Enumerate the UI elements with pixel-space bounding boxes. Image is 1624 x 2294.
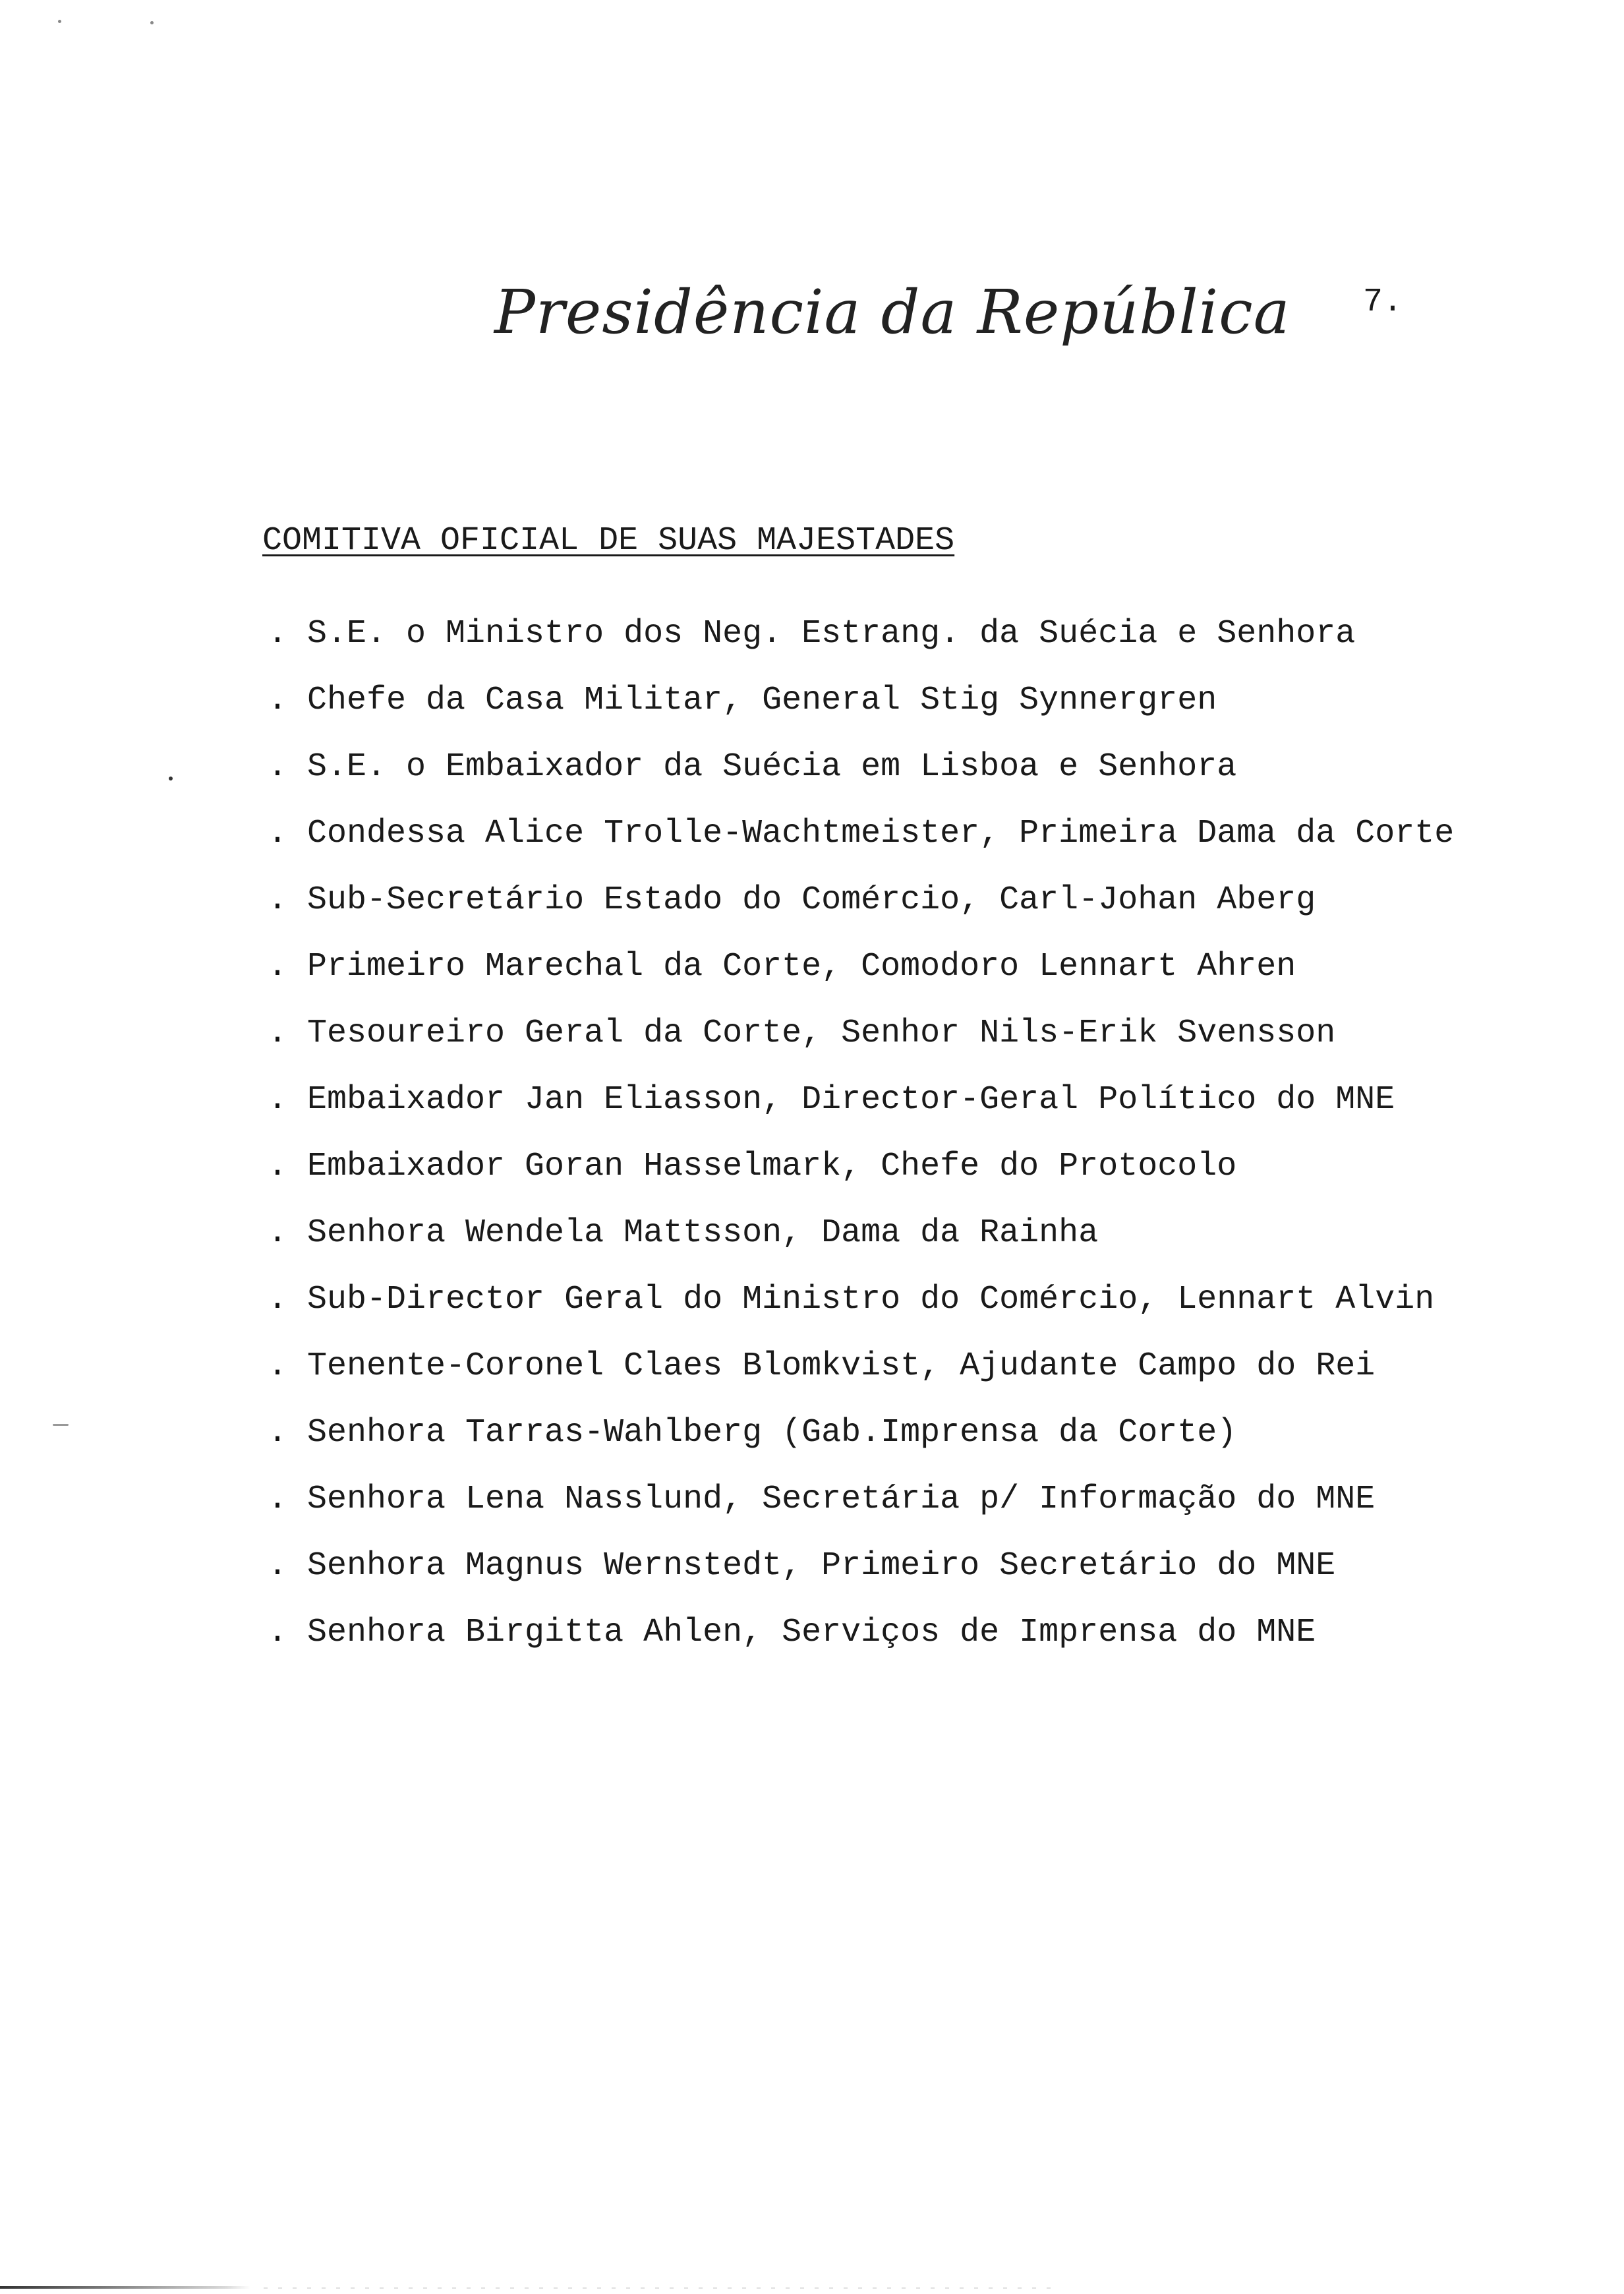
list-item [268, 748, 1454, 814]
member-text: Sub-Secretário Estado do Comércio, Carl-Johan Aberg [307, 881, 1316, 919]
list-item [268, 1546, 1454, 1613]
delegation-list [268, 614, 1454, 1680]
member-text: Chefe da Casa Militar, General Stig Synnergren [307, 682, 1217, 719]
member-text: Embaixador Goran Hasselmark, Chefe do Protocolo [307, 1148, 1237, 1185]
bullet: . [268, 1547, 288, 1585]
bullet: . [268, 1414, 288, 1452]
bullet: . [268, 881, 288, 919]
list-item [268, 1080, 1454, 1147]
list-item [268, 1280, 1454, 1347]
list-item [268, 1413, 1454, 1480]
member-text: Senhora Tarras-Wahlberg (Gab.Imprensa da Corte) [307, 1414, 1237, 1452]
member-text: Primeiro Marechal da Corte, Comodoro Lennart Ahren [307, 948, 1296, 985]
letterhead-script: Presidência da República [494, 277, 1290, 347]
scan-speck [53, 1424, 69, 1426]
list-item [268, 814, 1454, 881]
bullet: . [268, 615, 288, 653]
member-text: Condessa Alice Trolle-Wachtmeister, Primeira Dama da Corte [307, 815, 1455, 852]
bullet: . [268, 1614, 288, 1651]
scan-edge-line [264, 2287, 1055, 2289]
member-text: Tenente-Coronel Claes Blomkvist, Ajudante Campo do Rei [307, 1347, 1376, 1385]
list-item [268, 614, 1454, 681]
member-text: Senhora Wendela Mattsson, Dama da Rainha [307, 1214, 1099, 1252]
member-text: S.E. o Embaixador da Suécia em Lisboa e Senhora [307, 748, 1237, 786]
list-item [268, 681, 1454, 748]
member-text: Senhora Magnus Wernstedt, Primeiro Secretário do MNE [307, 1547, 1336, 1585]
bullet: . [268, 1081, 288, 1119]
list-item [268, 1613, 1454, 1680]
bullet: . [268, 1481, 288, 1518]
member-text: Sub-Director Geral do Ministro do Comércio, Lennart Alvin [307, 1281, 1435, 1318]
bullet: . [268, 1281, 288, 1318]
scan-edge-line [0, 2286, 250, 2289]
list-item [268, 1347, 1454, 1413]
member-text: S.E. o Ministro dos Neg. Estrang. da Suécia e Senhora [307, 615, 1356, 653]
bullet: . [268, 948, 288, 985]
member-text: Senhora Birgitta Ahlen, Serviços de Imprensa do MNE [307, 1614, 1316, 1651]
bullet: . [268, 1148, 288, 1185]
scan-speck [58, 20, 61, 23]
bullet: . [268, 1015, 288, 1052]
list-item [268, 1147, 1454, 1214]
bullet: . [268, 815, 288, 852]
member-text: Tesoureiro Geral da Corte, Senhor Nils-Erik Svensson [307, 1015, 1336, 1052]
bullet: . [268, 748, 288, 786]
list-item [268, 1214, 1454, 1280]
member-text: Embaixador Jan Eliasson, Director-Geral Político do MNE [307, 1081, 1395, 1119]
bullet: . [268, 682, 288, 719]
list-item [268, 1014, 1454, 1080]
list-item [268, 881, 1454, 947]
bullet: . [268, 1347, 288, 1385]
list-item [268, 1480, 1454, 1546]
list-item [268, 947, 1454, 1014]
bullet: . [268, 1214, 288, 1252]
section-heading: COMITIVA OFICIAL DE SUAS MAJESTADES [262, 522, 955, 560]
scan-speck [169, 777, 173, 780]
member-text: Senhora Lena Nasslund, Secretária p/ Informação do MNE [307, 1481, 1376, 1518]
page-number: 7. [1363, 283, 1403, 321]
scan-speck [150, 21, 154, 24]
